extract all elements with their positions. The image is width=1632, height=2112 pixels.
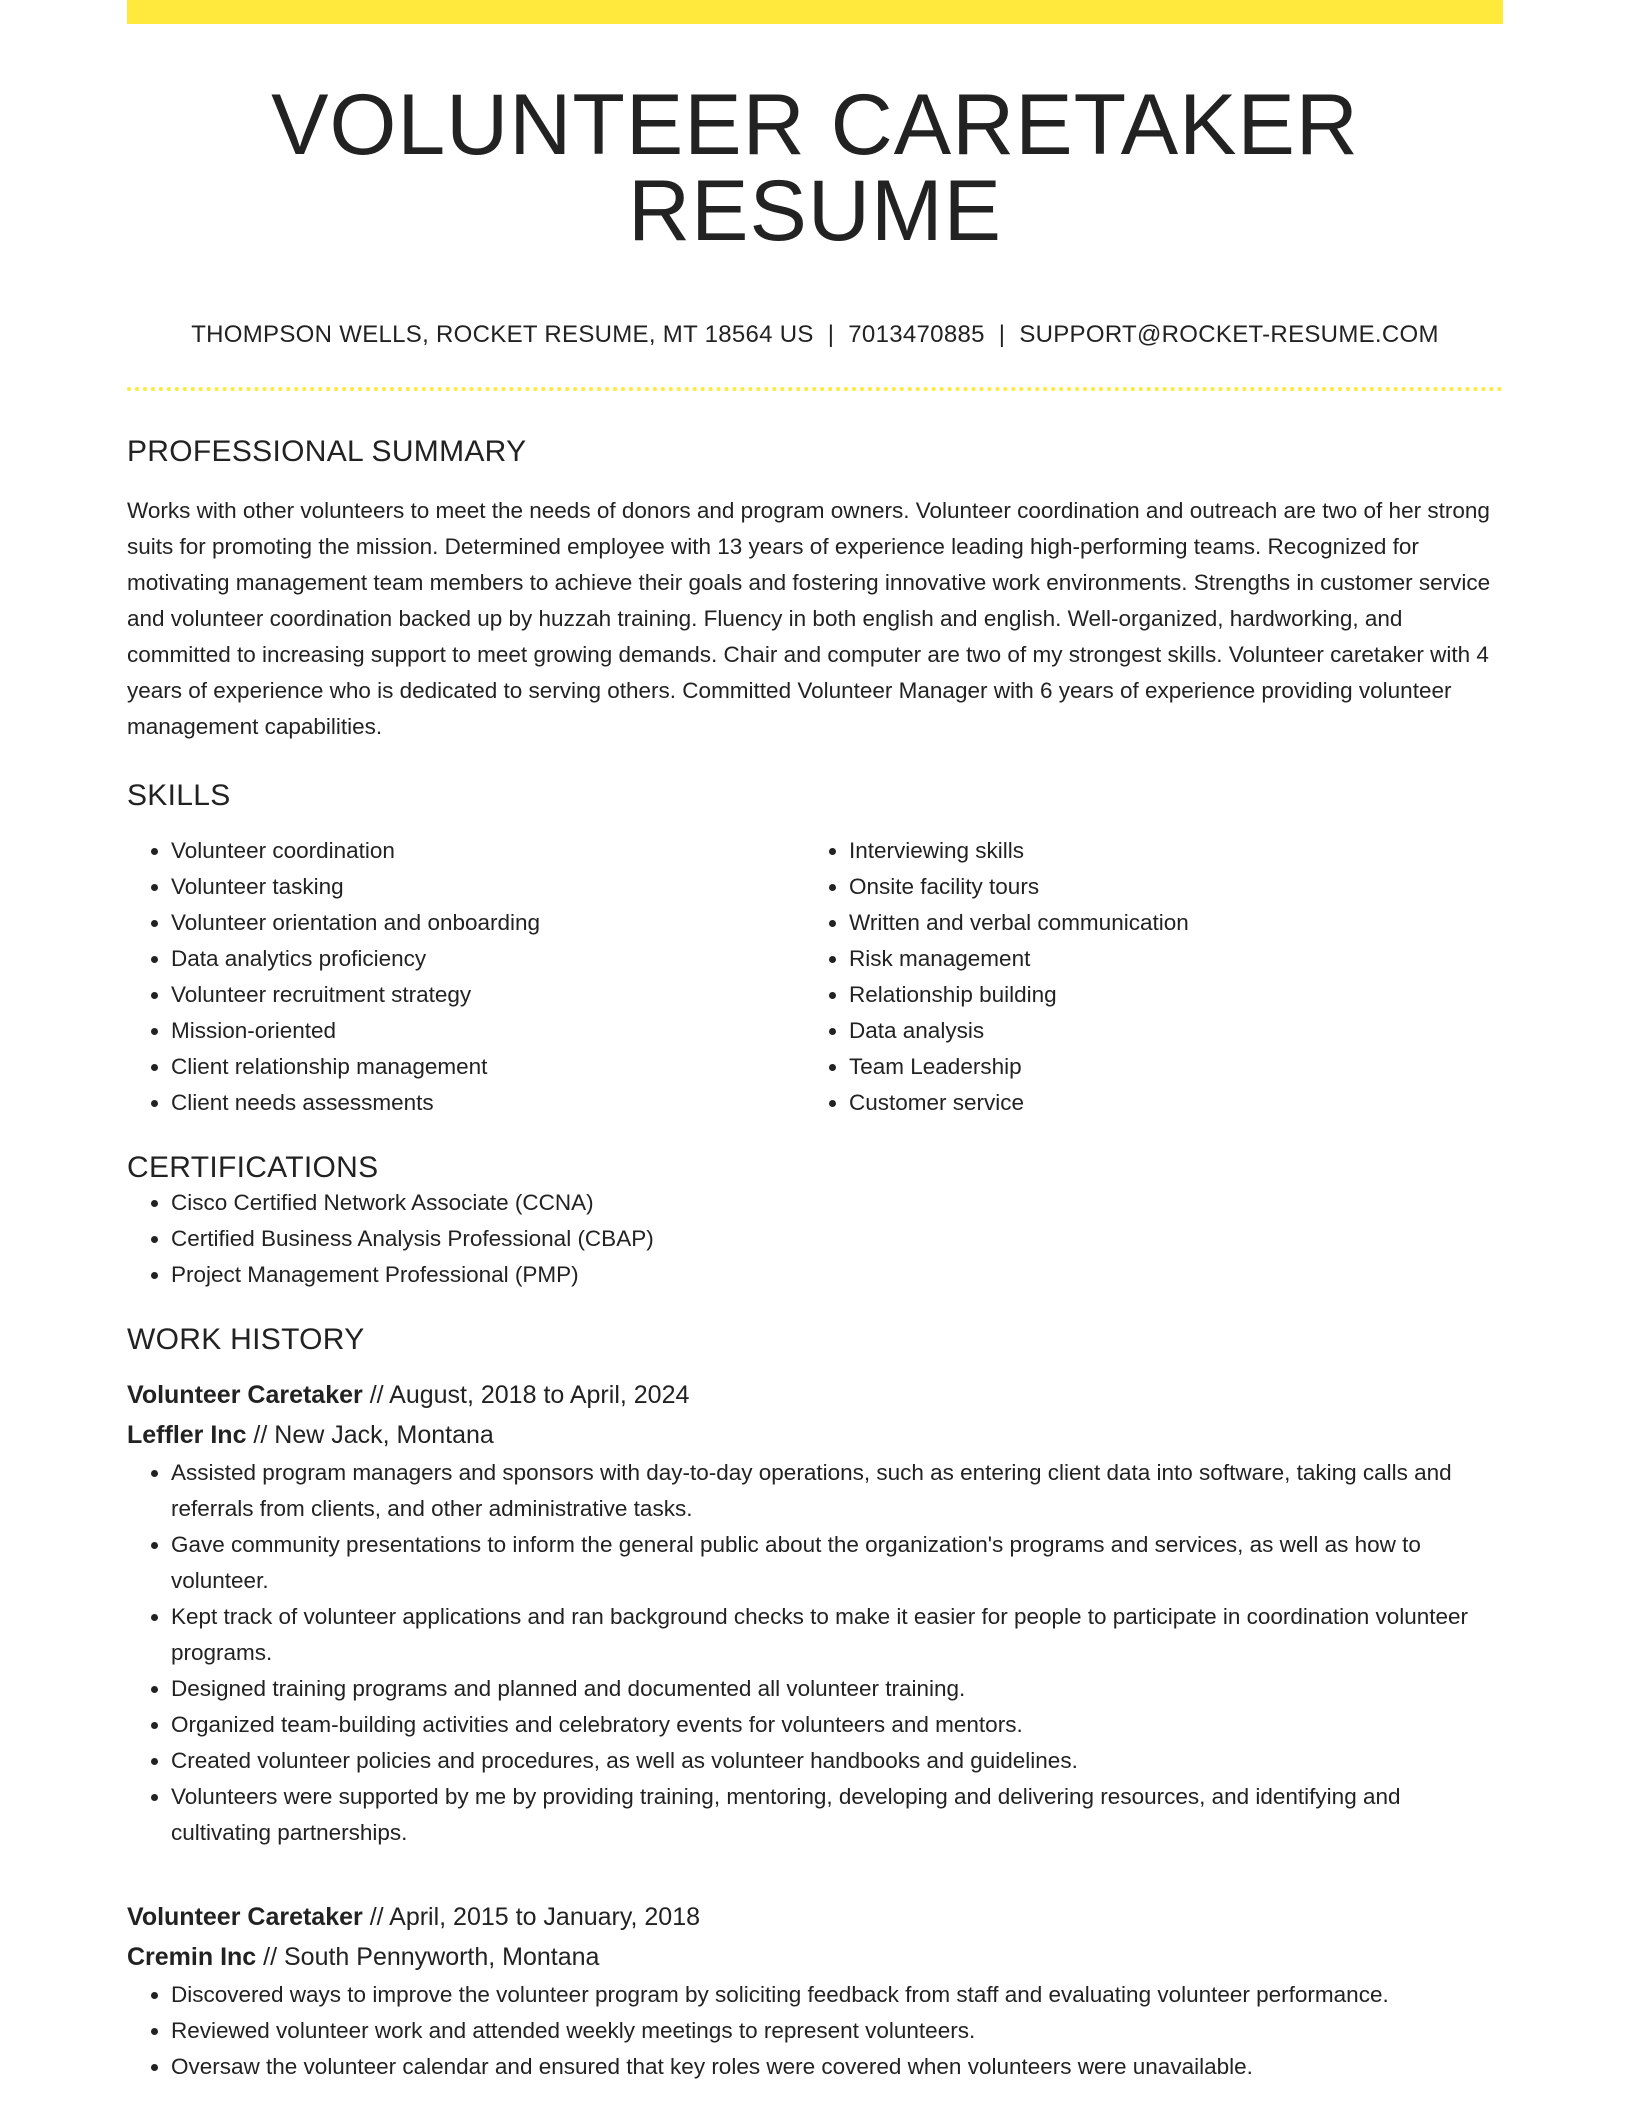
skill-item: • Written and verbal communication [849, 905, 1483, 941]
certification-item: • Certified Business Analysis Professional (CBAP) [171, 1221, 1503, 1257]
job-location: // New Jack, Montana [246, 1421, 494, 1449]
job-dates: // August, 2018 to April, 2024 [362, 1381, 690, 1409]
skill-item: • Volunteer tasking [171, 869, 805, 905]
job-bullet: • Discovered ways to improve the volunteer program by soliciting feedback from staff and evaluating volunteer performance. [171, 1977, 1503, 2013]
job-company-line [127, 1415, 1503, 1455]
certification-item: • Cisco Certified Network Associate (CCNA) [171, 1185, 1503, 1221]
job-bullet: • Created volunteer policies and procedures, as well as volunteer handbooks and guidelines. [171, 1743, 1503, 1779]
job-bullet: • Assisted program managers and sponsors with day-to-day operations, such as entering client data into software, taking calls and referrals from clients, and other administrative tasks. [171, 1455, 1503, 1527]
job-company: Leffler Inc [127, 1421, 247, 1449]
resume-page [127, 0, 1503, 2085]
skill-item: • Data analysis [849, 1013, 1483, 1049]
job-bullets [127, 1455, 1503, 1851]
skill-item: • Data analytics proficiency [171, 941, 805, 977]
skills-left-list [127, 833, 805, 1121]
skills-columns [127, 833, 1503, 1121]
skill-item: • Client relationship management [171, 1049, 805, 1085]
job-company: Cremin Inc [127, 1943, 257, 1971]
work-history-heading: WORK HISTORY [127, 1323, 365, 1356]
skills-right-column [805, 833, 1483, 1121]
skill-item: • Risk management [849, 941, 1483, 977]
job-bullet: • Gave community presentations to inform the general public about the organization's programs and services, as well as how to volunteer. [171, 1527, 1503, 1599]
skill-item: • Volunteer recruitment strategy [171, 977, 805, 1013]
contact-line [127, 321, 1503, 349]
skill-item: • Volunteer orientation and onboarding [171, 905, 805, 941]
job-title-line [127, 1375, 1503, 1415]
skill-item: • Interviewing skills [849, 833, 1483, 869]
job-title-line [127, 1897, 1503, 1937]
certification-item: • Project Management Professional (PMP) [171, 1257, 1503, 1293]
job-bullets [127, 1977, 1503, 2085]
job-bullet: • Volunteers were supported by me by providing training, mentoring, developing and delivering resources, and identifying and cultivating partnerships. [171, 1779, 1503, 1851]
summary-heading: PROFESSIONAL SUMMARY [127, 435, 527, 468]
job-dates: // April, 2015 to January, 2018 [362, 1903, 701, 1931]
job-bullet: • Kept track of volunteer applications and ran background checks to make it easier for people to participate in coordination volunteer programs. [171, 1599, 1503, 1671]
job-title: Volunteer Caretaker [127, 1381, 363, 1409]
contact-phone: 7013470885 [848, 321, 985, 348]
summary-text: Works with other volunteers to meet the needs of donors and program owners. Volunteer coordination and outreach are two of her strong suits for promoting the mission. Determined employee with 13 years of experience leading high-performing teams. Recognized for motivating management team members to achieve their goals and fostering innovative work environments. Strengths in customer service and volunteer coordination backed up by huzzah training. Fluency in both english and english. Well-organized, hardworking, and committed to increasing support to meet growing demands. Chair and computer are two of my strongest skills. Volunteer caretaker with 4 years of experience who is dedicated to serving others. Committed Volunteer Manager with 6 years of experience providing volunteer management capabilities. [127, 498, 1491, 739]
job-entry [127, 1897, 1503, 2085]
skill-item: • Customer service [849, 1085, 1483, 1121]
contact-separator: | [998, 321, 1006, 348]
dotted-divider [127, 387, 1503, 391]
certifications-list [127, 1185, 1503, 1293]
job-entry [127, 1375, 1503, 1851]
skill-item: • Mission-oriented [171, 1013, 805, 1049]
skills-left-column [127, 833, 805, 1121]
job-title: Volunteer Caretaker [127, 1903, 363, 1931]
certifications-heading: CERTIFICATIONS [127, 1151, 379, 1184]
skill-item: • Volunteer coordination [171, 833, 805, 869]
job-bullet: • Oversaw the volunteer calendar and ensured that key roles were covered when volunteers were unavailable. [171, 2049, 1503, 2085]
skill-item: • Client needs assessments [171, 1085, 805, 1121]
job-bullet: • Designed training programs and planned and documented all volunteer training. [171, 1671, 1503, 1707]
skill-item: • Relationship building [849, 977, 1483, 1013]
contact-email: SUPPORT@ROCKET-RESUME.COM [1019, 321, 1439, 348]
skill-item: • Onsite facility tours [849, 869, 1483, 905]
resume-title: VOLUNTEER CARETAKER RESUME [271, 77, 1359, 259]
skills-right-list [805, 833, 1483, 1121]
accent-top-bar [127, 0, 1503, 24]
job-company-line [127, 1937, 1503, 1977]
job-location: // South Pennyworth, Montana [256, 1943, 600, 1971]
contact-separator: | [827, 321, 835, 348]
skill-item: • Team Leadership [849, 1049, 1483, 1085]
contact-address: THOMPSON WELLS, ROCKET RESUME, MT 18564 US [191, 321, 814, 348]
job-bullet: • Reviewed volunteer work and attended weekly meetings to represent volunteers. [171, 2013, 1503, 2049]
skills-heading: SKILLS [127, 779, 231, 812]
job-bullet: • Organized team-building activities and celebratory events for volunteers and mentors. [171, 1707, 1503, 1743]
